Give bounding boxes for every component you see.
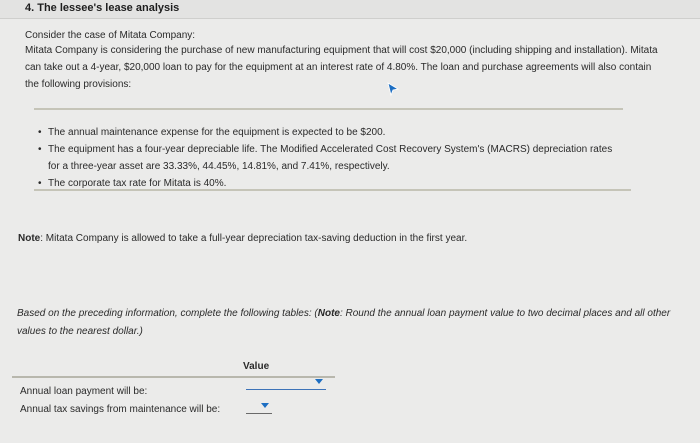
note-body: : Mitata Company is allowed to take a full-year depreciation tax-saving deduction in the first year.	[40, 233, 468, 244]
instructions-text	[17, 305, 692, 341]
annual-tax-savings-dropdown[interactable]	[246, 400, 272, 414]
instructions-before: Based on the preceding information, complete the following tables: (	[17, 308, 318, 319]
mouse-cursor-icon	[386, 82, 400, 96]
instructions-note-label: Note	[317, 308, 340, 319]
scenario-paragraph: Mitata Company is considering the purchase of new manufacturing equipment that will cost $20,000 (including shipping and installation). Mitata can take out a 4-year, $20,000 loan to pay for the equipment at an interest rate of 4.80%. The loan and purchase agreements will also contain the following provisions:	[25, 45, 658, 90]
list-item: • The equipment has a four-year depreciable life. The Modified Accelerated Cost Recovery System's (MACRS) depreciation rates for a three-year asset are 33.33%, 44.45%, 14.81%, and 7.41%, respectively.	[40, 141, 625, 175]
caret-down-icon	[261, 403, 269, 408]
caret-down-icon	[315, 379, 323, 384]
provisions-list	[40, 124, 625, 192]
divider-top	[34, 108, 623, 110]
intro-text: Consider the case of Mitata Company:	[25, 30, 196, 41]
annual-tax-savings-label: Annual tax savings from maintenance will be:	[20, 404, 221, 415]
list-item: • The annual maintenance expense for the equipment is expected to be $200.	[40, 124, 625, 141]
note-text	[18, 233, 467, 244]
divider-bottom	[34, 189, 631, 191]
section-header	[0, 0, 700, 19]
instructions-after: : Round the annual loan payment value to two decimal places and all other values to the nearest dollar.)	[17, 308, 671, 337]
annual-loan-payment-dropdown[interactable]	[246, 376, 326, 390]
list-item: • The corporate tax rate for Mitata is 40%.	[40, 175, 625, 192]
section-title: 4. The lessee's lease analysis	[25, 2, 180, 14]
value-column-header: Value	[243, 361, 270, 372]
note-label: Note	[18, 233, 41, 244]
annual-loan-payment-label: Annual loan payment will be:	[20, 386, 148, 397]
